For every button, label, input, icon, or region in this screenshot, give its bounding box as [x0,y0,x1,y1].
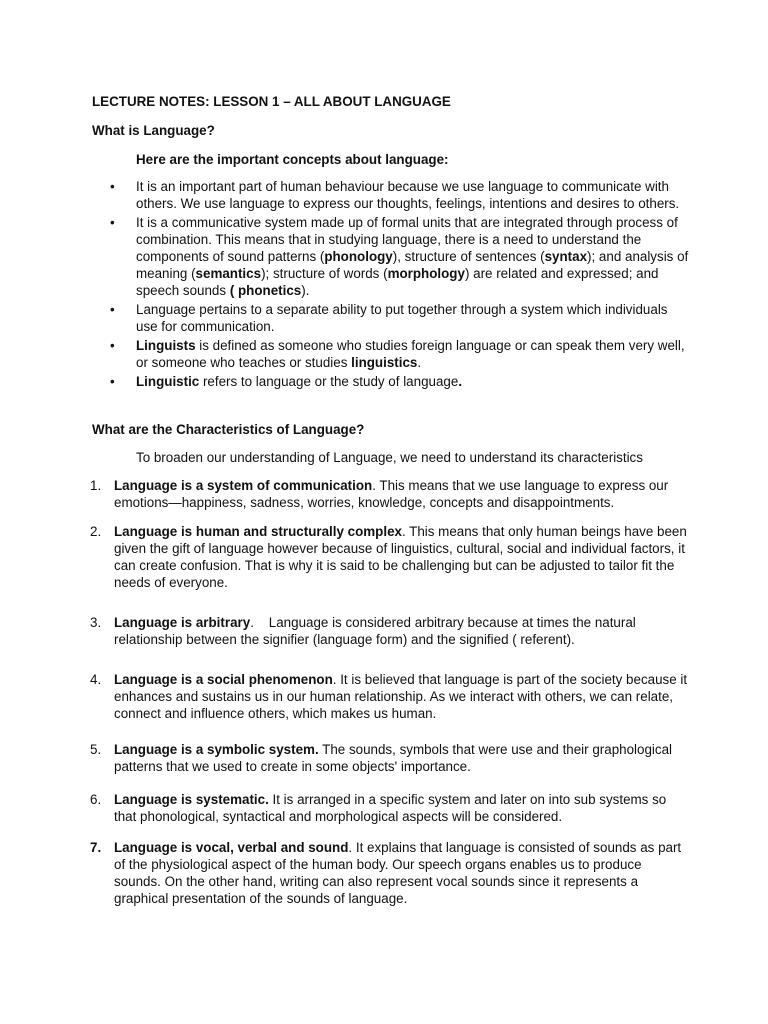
term-morphology: morphology [387,266,465,281]
list-item [110,214,690,299]
document-title: LECTURE NOTES: LESSON 1 – ALL ABOUT LANGUAGE [92,94,451,109]
bullet-icon: • [110,215,115,230]
item-number: 5. [90,742,102,757]
characteristic-item [90,791,690,825]
item-number: 2. [90,524,102,539]
section-heading-what-is-language: What is Language? [92,123,215,138]
item-text: It is arranged in a specific system and later on into sub systems so that phonological, syntactical and morphological aspects will be considered. [114,792,667,824]
bullet-icon: • [110,179,115,194]
item-title: Language is a symbolic system. [114,742,319,757]
section-heading-characteristics: What are the Characteristics of Language? [92,422,365,437]
list-item [110,178,690,212]
bullet-icon: • [110,338,115,353]
bullet-text: ); and analysis of meaning ( [136,249,689,281]
bullet-text: ). [301,283,310,298]
bullet-text: . [417,355,422,370]
section-intro: To broaden our understanding of Language, we need to understand its characteristics [136,450,643,465]
list-item [110,301,690,335]
term-phonology: phonology [324,249,393,264]
item-title: Language is vocal, verbal and sound [114,840,349,855]
bullet-period: . [458,374,463,389]
item-number: 1. [90,478,102,493]
term-linguists: Linguists [136,338,196,353]
item-number: 4. [90,672,102,687]
item-text: The sounds, symbols that were use and their graphological patterns that we used to create in some objects' importance. [114,742,672,774]
item-text: . This means that only human beings have been given the gift of language however because of linguistics, cultural, social and individual factors, it can create confusion. That is why it is said to be challenging but can be adjusted to tailor fit the needs of everyone. [114,524,687,590]
bullet-icon: • [110,374,115,389]
characteristic-item [90,839,690,907]
item-text: . It explains that language is consisted of sounds as part of the physiological aspect of the human body. Our speech organs enables us to produce sounds. On the other hand, writing can also represent vocal sounds since it represents a graphical presentation of the sounds of language. [114,840,682,906]
bullet-text: It is an important part of human behaviour because we use language to communicate with others. We use language to express our thoughts, feelings, intentions and desires to others. [136,179,680,211]
term-linguistic: Linguistic [136,374,200,389]
term-syntax: syntax [544,249,588,264]
bullet-text: is defined as someone who studies foreign language or can speak them very well, or someone who teaches or studies [136,338,685,370]
characteristic-item [90,523,690,591]
bullet-icon: • [110,302,115,317]
item-text: . Language is considered arbitrary because at times the natural relationship between the signifier (language form) and the signified ( referent). [114,615,640,647]
characteristic-item [90,477,690,511]
section-subheading: Here are the important concepts about language: [136,152,449,167]
term-linguistics: linguistics [351,355,418,370]
list-item [110,373,690,390]
list-item [110,337,690,371]
bullet-text: ) are related and expressed; and speech sounds [136,266,659,298]
bullet-text: Language pertains to a separate ability to put together through a system which individuals use for communication. [136,302,668,334]
concepts-bullet-list [110,178,690,392]
characteristic-item [90,614,690,648]
item-title: Language is systematic. [114,792,269,807]
bullet-text: refers to language or the study of language [199,374,459,389]
item-number: 3. [90,615,102,630]
item-text: . This means that we use language to express our emotions—happiness, sadness, worries, knowledge, concepts and disappointments. [114,478,669,510]
characteristic-item [90,741,690,775]
item-text: . It is believed that language is part of the society because it enhances and sustains us in our human relationship. As we interact with others, we can relate, connect and influence others, which makes us human. [114,672,688,721]
characteristic-item [90,671,690,722]
bullet-text: ); structure of words ( [261,266,388,281]
bullet-text: ), structure of sentences ( [392,249,545,264]
item-title: Language is human and structurally complex [114,524,402,539]
item-number: 7. [90,840,102,855]
item-title: Language is arbitrary [114,615,251,630]
term-phonetics: ( phonetics [229,283,302,298]
term-semantics: semantics [195,266,262,281]
item-title: Language is a system of communication [114,478,373,493]
bullet-text: It is a communicative system made up of formal units that are integrated through process of combination. This means that in studying language, there is a need to understand the components of sound patterns ( [136,215,678,264]
item-number: 6. [90,792,102,807]
item-title: Language is a social phenomenon [114,672,333,687]
